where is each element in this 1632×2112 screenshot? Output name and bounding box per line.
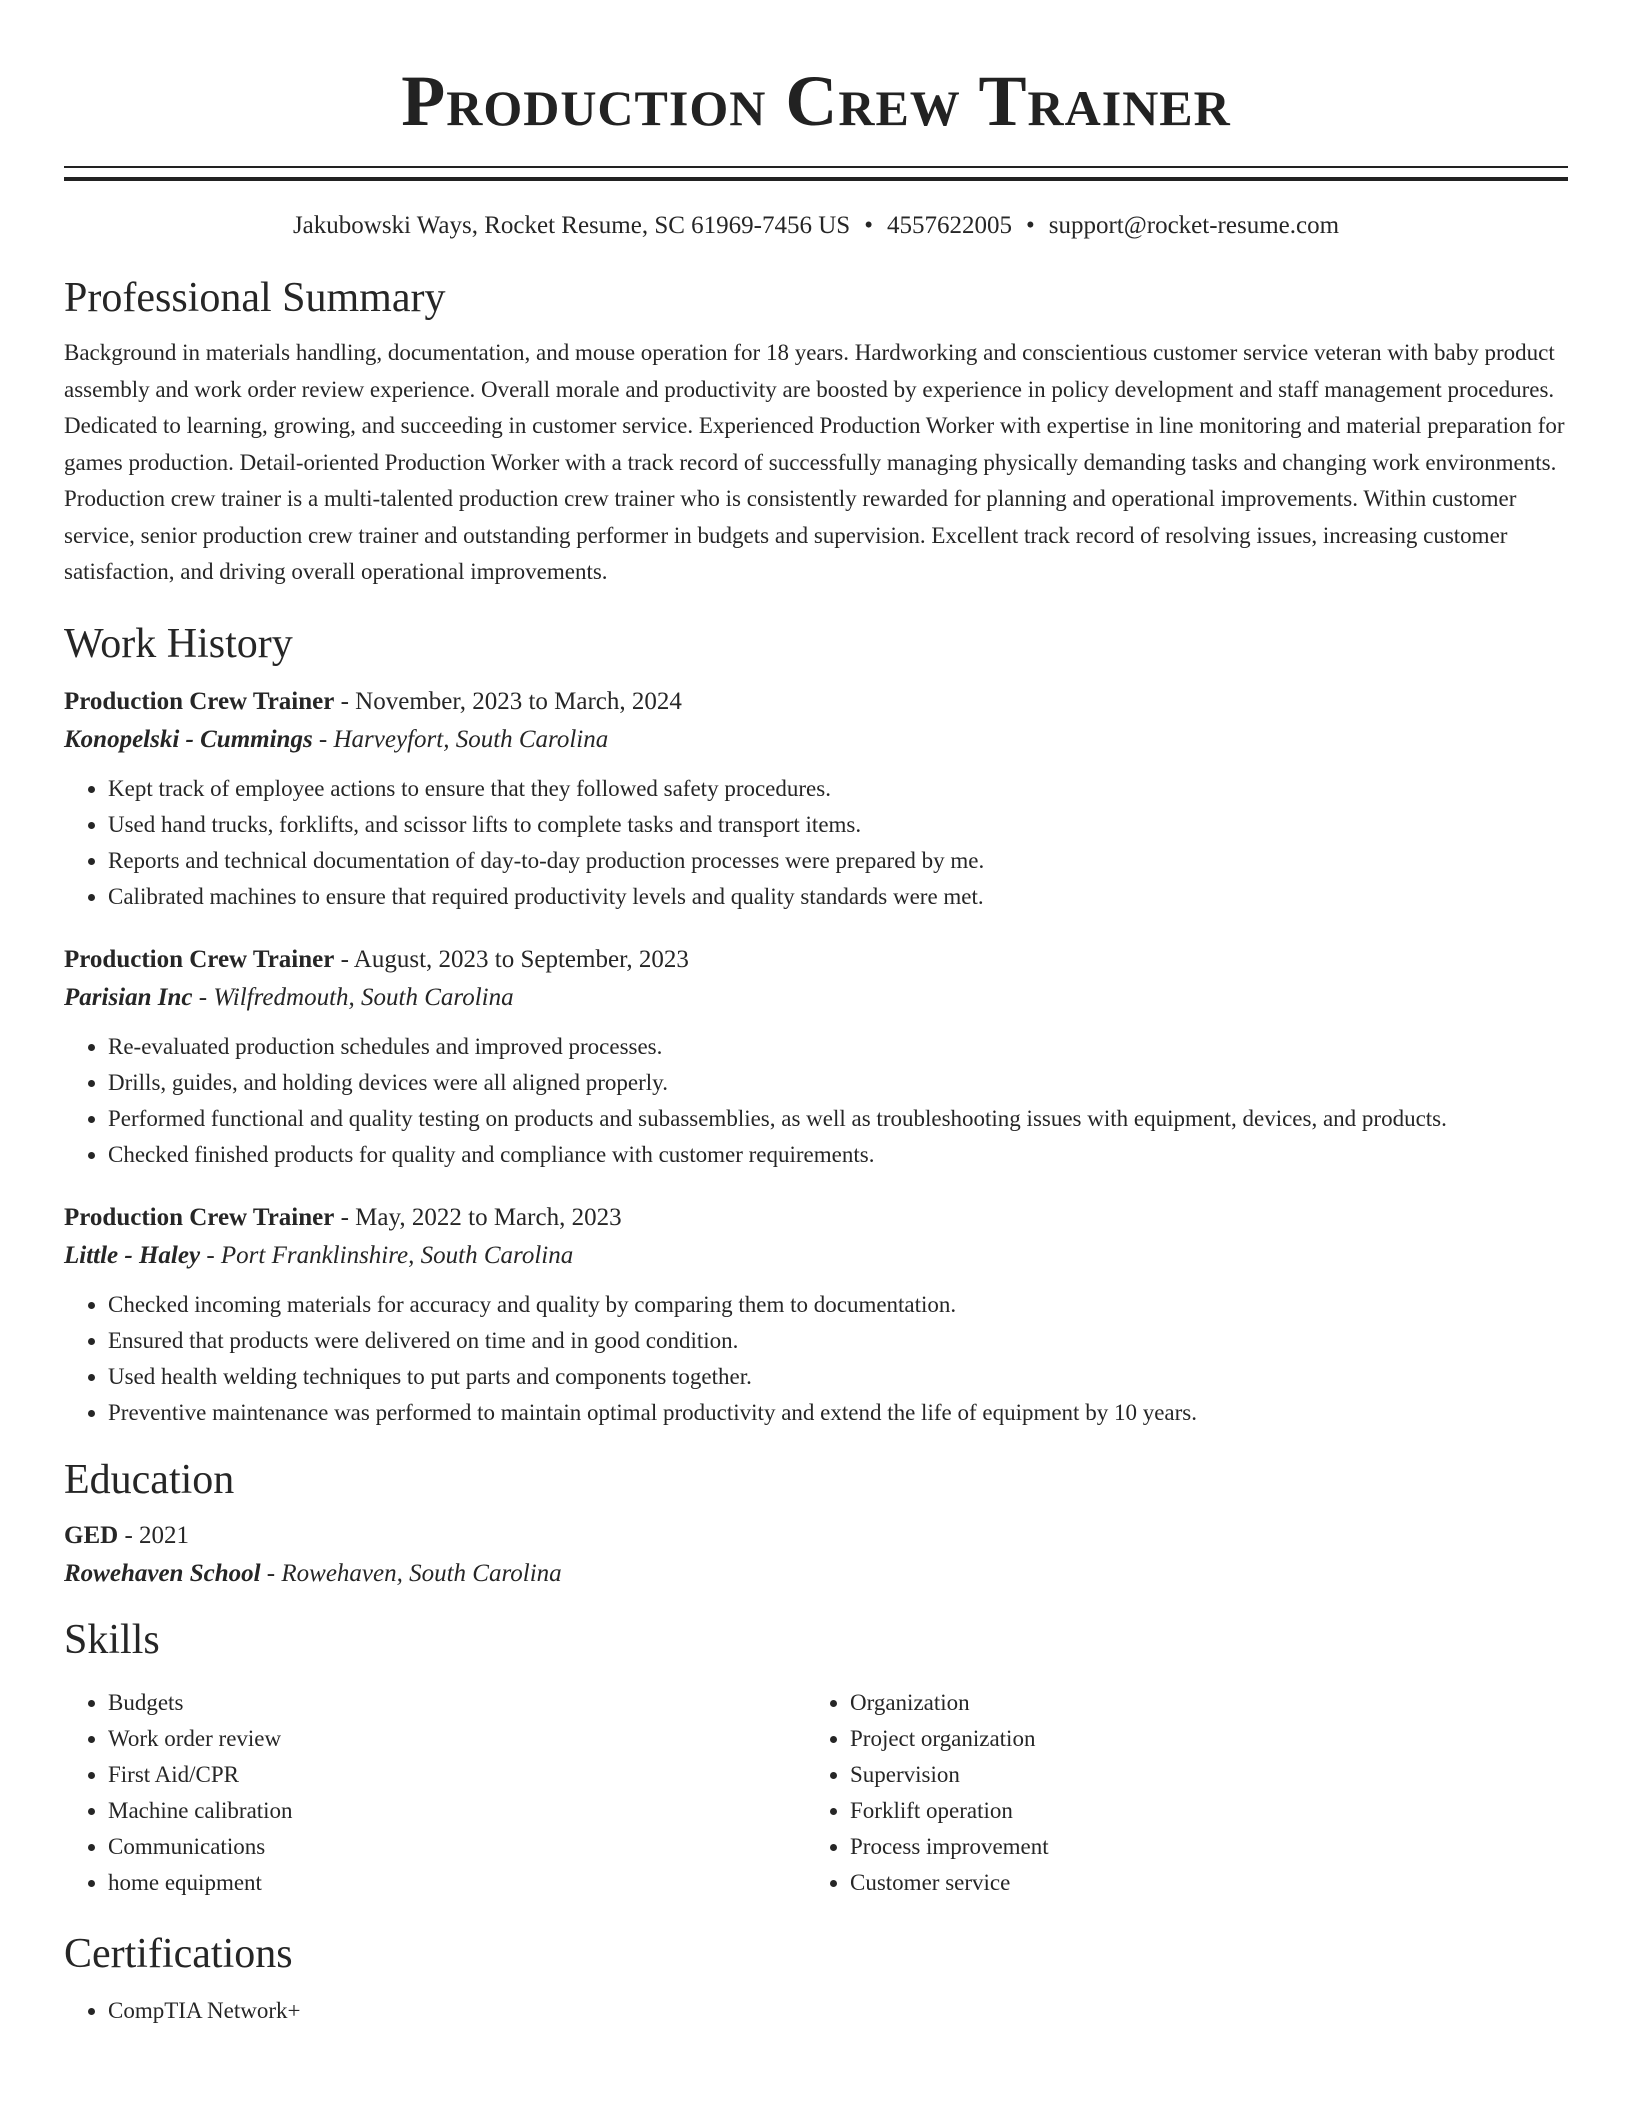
skills-columns [64, 1675, 1568, 1901]
job-duty: • Calibrated machines to ensure that required productivity levels and quality standards were met. [108, 879, 1568, 915]
job-dates: - August, 2023 to September, 2023 [334, 945, 689, 973]
skill-item: • Forklift operation [850, 1793, 1548, 1829]
contact-separator: • [864, 212, 873, 239]
education-location: - Rowehaven, South Carolina [260, 1559, 562, 1587]
job-duty: • Re-evaluated production schedules and improved processes. [108, 1029, 1568, 1065]
resume-name: Production Crew Trainer [401, 61, 1231, 141]
skill-item: • home equipment [108, 1865, 806, 1901]
job-duty: • Used hand trucks, forklifts, and scissor lifts to complete tasks and transport items. [108, 807, 1568, 843]
job-entry [64, 1199, 1568, 1431]
job-duty: • Performed functional and quality testing on products and subassemblies, as well as troubleshooting issues with equipment, devices, and products. [108, 1101, 1568, 1137]
job-company: Little - Haley [64, 1241, 201, 1269]
skill-item: • Customer service [850, 1865, 1548, 1901]
job-header [64, 941, 1568, 979]
skills-heading: Skills [64, 1616, 160, 1663]
job-duty: • Checked incoming materials for accuracy and quality by comparing them to documentation. [108, 1287, 1568, 1323]
certification-item: • CompTIA Network+ [108, 1993, 1568, 2029]
work-history-heading: Work History [64, 620, 293, 667]
skill-item: • Process improvement [850, 1829, 1548, 1865]
summary-text: Background in materials handling, documentation, and mouse operation for 18 years. Hardworking and conscientious customer service veteran with baby product assembly and work order review experience. Overall morale and productivity are boosted by experience in policy development and staff management procedures. Dedicated to learning, growing, and succeeding in customer service. Experienced Production Worker with expertise in line monitoring and material preparation for games production. Detail-oriented Production Worker with a track record of successfully managing physically demanding tasks and changing work environments. Production crew trainer is a multi-talented production crew trainer who is consistently rewarded for planning and operational improvements. Within customer service, senior production crew trainer and outstanding performer in budgets and supervision. Excellent track record of resolving issues, increasing customer satisfaction, and driving overall operational improvements. [64, 340, 1565, 584]
skills-column-left [64, 1675, 806, 1901]
education-header [64, 1517, 1568, 1555]
job-role: Production Crew Trainer [64, 1203, 335, 1231]
education-school: Rowehaven School [64, 1559, 261, 1587]
job-duties-list [64, 1287, 1568, 1431]
job-header [64, 683, 1568, 721]
job-duties-list [64, 1029, 1568, 1173]
job-duty: • Reports and technical documentation of day-to-day production processes were prepared by me. [108, 843, 1568, 879]
job-role: Production Crew Trainer [64, 945, 335, 973]
skill-item: • Supervision [850, 1757, 1548, 1793]
job-header [64, 1199, 1568, 1237]
job-duty: • Preventive maintenance was performed to maintain optimal productivity and extend the life of equipment by 10 years. [108, 1395, 1568, 1431]
job-location: - Wilfredmouth, South Carolina [192, 983, 514, 1011]
education-degree: GED [64, 1521, 119, 1549]
summary-heading: Professional Summary [64, 275, 446, 321]
job-role: Production Crew Trainer [64, 687, 335, 715]
job-location: - Harveyfort, South Carolina [312, 725, 609, 753]
skill-item: • Machine calibration [108, 1793, 806, 1829]
job-duty: • Checked finished products for quality and compliance with customer requirements. [108, 1137, 1568, 1173]
education-heading: Education [64, 1456, 235, 1503]
skills-list [64, 1685, 806, 1901]
certifications-heading: Certifications [64, 1930, 293, 1977]
job-employer [64, 1237, 1568, 1275]
job-location: - Port Franklinshire, South Carolina [200, 1241, 574, 1269]
contact-separator: • [1025, 212, 1035, 239]
job-duty: • Kept track of employee actions to ensure that they followed safety procedures. [108, 771, 1568, 807]
header-double-rule [64, 166, 1568, 181]
skills-column-right [806, 1675, 1548, 1901]
job-employer [64, 721, 1568, 759]
job-dates: - May, 2022 to March, 2023 [334, 1203, 622, 1231]
education-year: - 2021 [118, 1521, 190, 1549]
contact-email: support@rocket-resume.com [1048, 212, 1340, 239]
contact-line [64, 209, 1568, 243]
skills-list [806, 1685, 1548, 1901]
job-duty: • Drills, guides, and holding devices were all aligned properly. [108, 1065, 1568, 1101]
skill-item: • Organization [850, 1685, 1548, 1721]
education-school-line [64, 1555, 1568, 1593]
job-dates: - November, 2023 to March, 2024 [334, 687, 682, 715]
skill-item: • Work order review [108, 1721, 806, 1757]
contact-address: Jakubowski Ways, Rocket Resume, SC 61969-7456 US [292, 212, 851, 239]
job-duty: • Used health welding techniques to put parts and components together. [108, 1359, 1568, 1395]
certifications-list [64, 1993, 1568, 2029]
job-employer [64, 979, 1568, 1017]
skill-item: • Communications [108, 1829, 806, 1865]
job-company: Parisian Inc [64, 983, 193, 1011]
job-company: Konopelski - Cummings [64, 725, 313, 753]
contact-phone: 4557622005 [886, 212, 1012, 239]
job-duties-list [64, 771, 1568, 915]
skill-item: • Project organization [850, 1721, 1548, 1757]
skill-item: • First Aid/CPR [108, 1757, 806, 1793]
education-entry [64, 1517, 1568, 1593]
job-duty: • Ensured that products were delivered on time and in good condition. [108, 1323, 1568, 1359]
job-entry [64, 683, 1568, 915]
skill-item: • Budgets [108, 1685, 806, 1721]
job-entry [64, 941, 1568, 1173]
